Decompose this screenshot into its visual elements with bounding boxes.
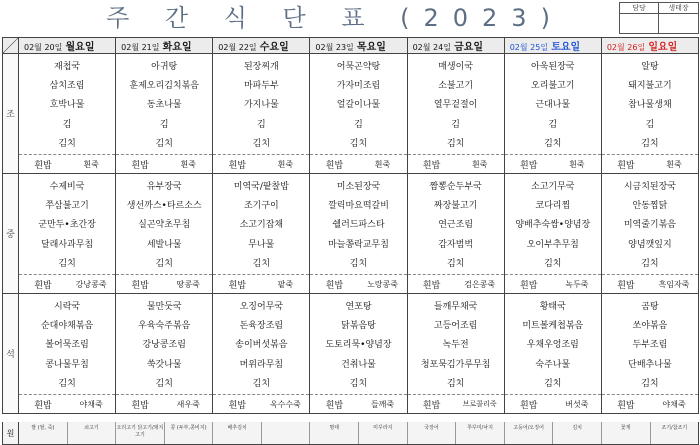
menu-cell	[504, 54, 601, 174]
dish-item: 오징어무국	[239, 301, 284, 312]
dish-item: 무나물	[248, 239, 275, 250]
dish-item: 김	[159, 119, 169, 130]
dish-item: 김	[257, 119, 266, 130]
origin-cell: 배추김치	[213, 422, 262, 444]
dish-list	[116, 294, 212, 394]
day-date: 02월 23일	[315, 43, 354, 52]
dish-list	[19, 54, 115, 154]
dish-item: 김	[354, 119, 363, 130]
rice-item: 흰밥	[34, 400, 52, 411]
dish-item: 두부조림	[632, 340, 668, 351]
day-header-row	[3, 38, 699, 54]
day-date: 02월 25일	[509, 43, 549, 52]
day-weekday: 토요일	[551, 42, 581, 53]
dish-item: 코다리찜	[535, 201, 571, 212]
rice-row	[505, 154, 601, 173]
dish-item: 매생이국	[438, 61, 474, 72]
dish-item: 김	[62, 119, 72, 130]
dish-item: 김치	[58, 259, 76, 270]
rice-row	[408, 394, 504, 413]
porridge-item: 흰죽	[569, 159, 585, 169]
dish-item: 김치	[58, 379, 76, 390]
dish-item: 김치	[446, 379, 465, 390]
dish-list	[116, 54, 212, 154]
dish-item: 시금치된장국	[623, 181, 676, 192]
rice-item: 흰밥	[228, 280, 247, 291]
menu-cell	[601, 54, 698, 174]
dish-item: 얼갈이나물	[336, 100, 381, 111]
rice-item: 흰밥	[520, 280, 538, 291]
day-date: 02월 20일	[24, 43, 63, 52]
dish-item: 볼어묵조림	[45, 340, 89, 351]
dish-item: 연근조림	[438, 220, 474, 231]
dish-item: 연포탕	[345, 301, 372, 312]
dish-list	[408, 294, 504, 394]
rice-row	[408, 274, 504, 293]
approval-label-1: 담당	[620, 3, 659, 14]
rice-item: 흰밥	[422, 160, 441, 171]
rice-row	[19, 154, 115, 173]
dish-item: 시락국	[54, 301, 81, 312]
dish-item: 군만두•초간장	[38, 220, 96, 231]
dish-item: 아욱된장국	[531, 61, 575, 72]
dish-item: 미트볼케첩볶음	[522, 321, 584, 332]
menu-cell	[116, 174, 213, 294]
rice-item: 흰밥	[131, 280, 149, 291]
dish-item: 물만둣국	[146, 301, 182, 312]
dish-item: 오이부추무침	[526, 239, 579, 250]
dish-item: 훈제오리김치볶음	[129, 81, 199, 92]
dish-item: 오리불고기	[531, 81, 575, 92]
dish-item: 김치	[544, 259, 562, 270]
porridge-item: 검은콩죽	[464, 279, 496, 289]
origin-cell: 꽃게	[602, 422, 651, 444]
dish-item: 된장찌개	[243, 61, 279, 72]
dish-item: 감자범벅	[438, 239, 474, 250]
day-header-4	[407, 38, 504, 54]
meal-label: 조	[3, 54, 19, 174]
dish-item: 녹두전	[442, 340, 469, 351]
rice-item: 흰밥	[422, 400, 441, 411]
porridge-item: 흰죽	[277, 159, 294, 169]
dish-list	[310, 54, 406, 154]
porridge-item: 흰죽	[374, 159, 391, 169]
dish-item: 돈육장조림	[239, 321, 284, 332]
dish-item: 마파두부	[243, 81, 279, 92]
porridge-item: 야채죽	[79, 399, 103, 409]
day-header-1	[116, 38, 213, 54]
dish-list	[213, 174, 309, 274]
porridge-item: 녹두죽	[565, 279, 589, 289]
rice-row	[19, 394, 115, 413]
dish-item: 세발나물	[146, 239, 182, 250]
rice-row	[505, 394, 601, 413]
rice-item: 흰밥	[131, 160, 149, 171]
dish-item: 가지나물	[243, 100, 279, 111]
dish-item: 닭볶음탕	[341, 321, 376, 332]
dish-item: 우육숙주볶음	[138, 321, 191, 332]
dish-item: 김치	[349, 139, 368, 150]
rice-item: 흰밥	[617, 160, 635, 171]
day-header-3	[310, 38, 407, 54]
rice-row	[505, 274, 601, 293]
dish-item: 소고기잡채	[239, 220, 284, 231]
menu-cell	[213, 54, 310, 174]
dish-item: 양배추숙쌈•양념장	[515, 220, 591, 231]
day-weekday: 화요일	[162, 42, 192, 53]
dish-item: 도토리묵•양념장	[325, 340, 392, 351]
day-header-0	[19, 38, 116, 54]
dish-item: 수제비국	[49, 181, 85, 192]
menu-cell	[407, 54, 504, 174]
porridge-item: 브로콜리죽	[462, 400, 497, 408]
dish-item: 들깨무채국	[433, 301, 478, 312]
dish-list	[602, 54, 698, 154]
origin-cell: 조기/참조기	[661, 425, 688, 431]
dish-list	[19, 294, 115, 394]
dish-item: 소고기무국	[531, 181, 575, 192]
rice-row	[213, 154, 309, 173]
menu-cell	[310, 54, 407, 174]
dish-item: 근대나물	[535, 100, 571, 111]
meal-label: 중	[3, 174, 19, 294]
origin-cell: 미꾸라지	[359, 422, 408, 444]
dish-item: 삼치조림	[49, 81, 85, 92]
dish-item: 쭈삼불고기	[45, 201, 89, 212]
rice-item: 흰밥	[520, 160, 538, 171]
dish-list	[505, 294, 601, 394]
dish-item: 송이버섯볶음	[235, 340, 288, 351]
approval-slot-1	[620, 14, 659, 33]
porridge-item: 강낭콩죽	[75, 279, 107, 289]
dish-item: 유부장국	[146, 181, 182, 192]
dish-list	[310, 294, 406, 394]
rice-item: 흰밥	[617, 280, 635, 291]
rice-row	[408, 154, 504, 173]
menu-cell	[116, 294, 213, 414]
dish-item: 고등어조림	[433, 321, 478, 332]
dish-item: 단배추나물	[628, 359, 672, 370]
dish-item: 짬뽕순두부국	[429, 181, 482, 192]
rice-item: 흰밥	[34, 160, 52, 171]
dish-item: 알탕	[641, 61, 659, 72]
origin-cell: 오리고기 닭고기/돼지고기	[116, 422, 165, 444]
rice-item: 흰밥	[422, 280, 441, 291]
dish-item: 김치	[252, 139, 271, 150]
menu-cell	[19, 294, 116, 414]
porridge-item: 흑임자죽	[658, 279, 690, 289]
menu-cell	[213, 294, 310, 414]
dish-item: 김치	[349, 259, 368, 270]
day-date: 02월 21일	[121, 43, 160, 52]
day-weekday: 수요일	[259, 42, 289, 53]
dish-item: 김치	[155, 379, 173, 390]
menu-cell	[213, 174, 310, 294]
dish-list	[213, 54, 309, 154]
dish-list	[602, 294, 698, 394]
menu-cell	[601, 174, 698, 294]
dish-list	[602, 174, 698, 274]
dish-list	[505, 174, 601, 274]
menu-cell	[407, 174, 504, 294]
dish-item: 재첩국	[54, 61, 81, 72]
rice-row	[602, 274, 698, 293]
rice-row	[602, 154, 698, 173]
rice-item: 흰밥	[228, 400, 247, 411]
origin-cell: 쌀 (쌀, 죽)	[19, 422, 68, 444]
dish-list	[213, 294, 309, 394]
dish-item: 김	[451, 119, 460, 130]
rice-item: 흰밥	[325, 160, 344, 171]
dish-item: 김	[645, 119, 655, 130]
rice-item: 흰밥	[131, 400, 149, 411]
rice-item: 흰밥	[34, 280, 52, 291]
dish-item: 실곤약초무침	[138, 220, 191, 231]
dish-item: 깔릭마요떡갈비	[328, 201, 389, 212]
dish-item: 김치	[641, 379, 659, 390]
dish-list	[19, 174, 115, 274]
rice-row	[310, 394, 406, 413]
origin-cell	[262, 422, 311, 444]
dish-item: 생선까스•타르소스	[126, 201, 202, 212]
dish-item: 숙주나물	[535, 359, 571, 370]
porridge-item: 버섯죽	[565, 399, 589, 409]
rice-row	[602, 394, 698, 413]
rice-row	[213, 394, 309, 413]
day-weekday: 금요일	[454, 42, 484, 53]
porridge-item: 새우죽	[176, 399, 200, 409]
dish-item: 건취나물	[341, 359, 376, 370]
origin-cell: 고등어/오징어	[505, 422, 554, 444]
rice-row	[116, 274, 212, 293]
origin-cell: 국장어	[408, 422, 457, 444]
dish-item: 어묵곤약탕	[336, 61, 381, 72]
dish-item: 김치	[58, 139, 76, 150]
menu-cell	[310, 174, 407, 294]
menu-body	[3, 54, 699, 414]
menu-cell	[19, 54, 116, 174]
dish-item: 참나물생채	[628, 100, 672, 111]
rice-row	[19, 274, 115, 293]
menu-table	[2, 37, 699, 414]
origin-label: 원	[3, 422, 19, 444]
dish-item: 우채우엉조림	[526, 340, 579, 351]
dish-item: 청포묵김가루무침	[420, 359, 491, 370]
dish-item: 조기구이	[243, 201, 279, 212]
porridge-item: 야채죽	[662, 399, 686, 409]
origin-footer	[2, 422, 699, 445]
dish-list	[116, 174, 212, 274]
porridge-item: 땅콩죽	[176, 279, 200, 289]
dish-item: 머위라무침	[239, 359, 284, 370]
rice-row	[310, 154, 406, 173]
dish-item: 김	[548, 119, 558, 130]
dish-list	[408, 174, 504, 274]
dish-item: 마늘쫑락교무침	[328, 239, 389, 250]
dish-item: 순대야채볶음	[40, 321, 94, 332]
menu-cell	[19, 174, 116, 294]
corner-cell	[3, 38, 19, 54]
day-weekday: 일요일	[648, 42, 678, 53]
rice-row	[116, 154, 212, 173]
day-weekday: 월요일	[65, 42, 95, 53]
porridge-item: 흰죽	[180, 159, 196, 169]
approval-label-2: 생태장	[659, 3, 698, 14]
menu-cell	[116, 54, 213, 174]
rice-item: 흰밥	[325, 280, 344, 291]
dish-item: 쉘러드파스타	[332, 220, 385, 231]
dish-item: 김치	[252, 259, 271, 270]
dish-list	[505, 54, 601, 154]
dish-item: 쏘야볶음	[632, 321, 668, 332]
dish-item: 김치	[349, 379, 368, 390]
dish-item: 김치	[252, 379, 271, 390]
dish-item: 미소된장국	[336, 181, 381, 192]
day-date: 02월 24일	[412, 43, 451, 52]
dish-item: 달래사과무침	[40, 239, 94, 250]
menu-cell	[310, 294, 407, 414]
rice-item: 흰밥	[520, 400, 538, 411]
menu-cell	[407, 294, 504, 414]
day-date: 02월 22일	[218, 43, 257, 52]
dish-item: 아귀탕	[151, 61, 178, 72]
dish-list	[310, 174, 406, 274]
approval-slot-2	[659, 14, 698, 33]
rice-item: 흰밥	[228, 160, 247, 171]
day-header-6	[601, 38, 698, 54]
meal-row	[3, 294, 699, 414]
porridge-item: 옥수수죽	[269, 399, 301, 409]
rice-item: 흰밥	[617, 400, 635, 411]
dish-item: 동초나물	[146, 100, 182, 111]
day-header-2	[213, 38, 310, 54]
dish-item: 김치	[446, 139, 465, 150]
day-date: 02월 26일	[606, 43, 646, 52]
dish-item: 김치	[446, 259, 465, 270]
origin-cell: 쭈꾸미/낙지	[456, 422, 505, 444]
dish-list	[408, 54, 504, 154]
meal-row	[3, 54, 699, 174]
porridge-item: 들깨죽	[370, 399, 395, 409]
dish-item: 곰탕	[641, 301, 659, 312]
meal-row	[3, 174, 699, 294]
dish-item: 김치	[155, 259, 173, 270]
dish-item: 호박나물	[49, 100, 85, 111]
dish-item: 소불고기	[438, 81, 474, 92]
rice-row	[310, 274, 406, 293]
menu-cell	[504, 294, 601, 414]
dish-item: 열무겉절이	[433, 100, 478, 111]
rice-row	[116, 394, 212, 413]
dish-item: 가자미조림	[336, 81, 381, 92]
day-header-5	[504, 38, 601, 54]
dish-item: 안동찜닭	[632, 201, 668, 212]
menu-cell	[504, 174, 601, 294]
dish-item: 양념깻잎지	[628, 239, 672, 250]
rice-item: 흰밥	[325, 400, 344, 411]
dish-item: 미역국/팥찰밥	[233, 181, 289, 192]
dish-item: 쑥갓나물	[146, 359, 182, 370]
dish-item: 콩나물무침	[45, 359, 89, 370]
porridge-item: 팥죽	[277, 279, 294, 289]
menu-cell	[601, 294, 698, 414]
dish-item: 김치	[544, 379, 562, 390]
dish-item: 강낭콩조림	[142, 340, 186, 351]
porridge-item: 흰죽	[666, 159, 682, 169]
approval-box	[619, 2, 699, 34]
dish-item: 김치	[544, 139, 562, 150]
porridge-item: 흰죽	[83, 159, 99, 169]
dish-item: 김치	[155, 139, 173, 150]
dish-item: 돼지불고기	[628, 81, 672, 92]
meal-label: 석	[3, 294, 19, 414]
dish-item: 김치	[641, 259, 659, 270]
origin-cell: 명태	[310, 422, 359, 444]
page-title: 주 간 식 단 표 (2023)	[106, 4, 564, 32]
porridge-item: 흰죽	[471, 159, 488, 169]
dish-item: 김치	[641, 139, 659, 150]
dish-item: 짜장불고기	[433, 201, 478, 212]
dish-item: 미역줄기볶음	[623, 220, 676, 231]
rice-row	[213, 274, 309, 293]
dish-item: 황태국	[539, 301, 566, 312]
origin-cell: 쇠고기	[68, 422, 117, 444]
origin-cell: 콩 (두부,콩비지)	[165, 422, 214, 444]
origin-cell: 김치	[553, 422, 602, 444]
porridge-item: 노랑콩죽	[367, 279, 398, 289]
day-weekday: 목요일	[356, 42, 386, 53]
